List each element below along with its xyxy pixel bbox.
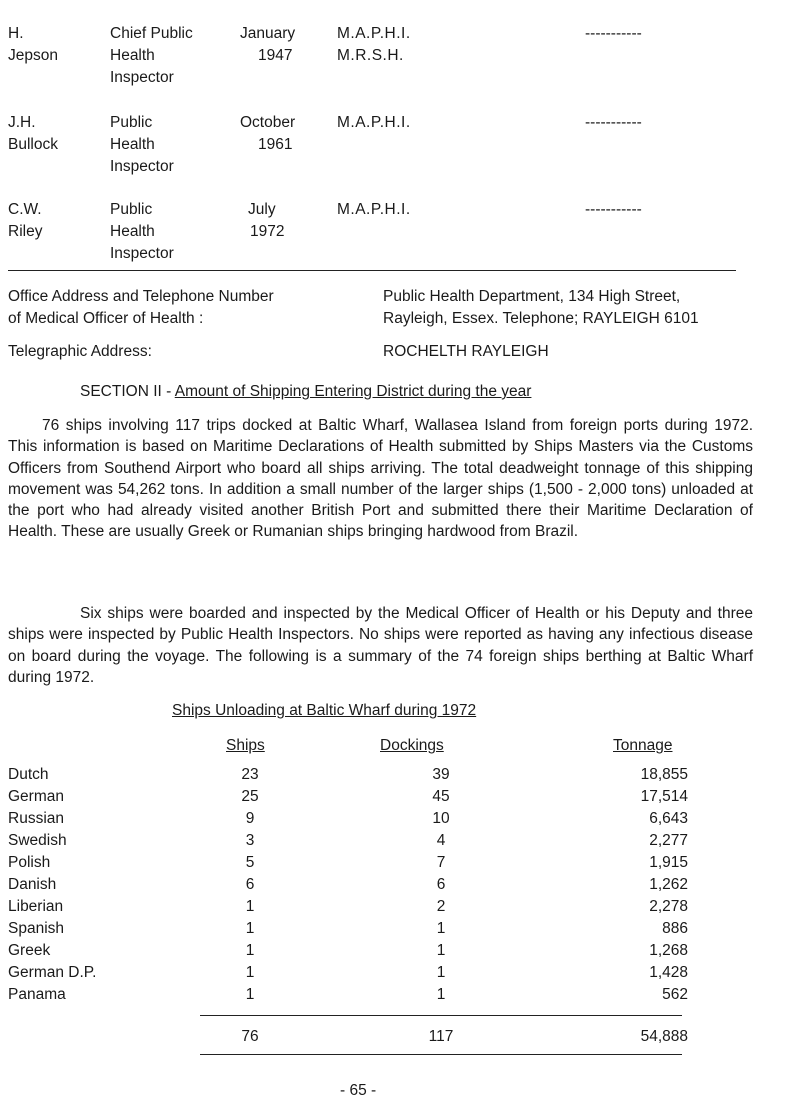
staff-date: January 1947 (240, 25, 296, 64)
staff-dash: ----------- (585, 201, 642, 218)
table-row (8, 898, 708, 920)
section-heading-prefix: SECTION II - (80, 383, 175, 400)
section-heading-title: Amount of Shipping Entering District during the year (174, 383, 532, 400)
staff-dash: ----------- (585, 114, 642, 131)
tonnage-cell: 886 (662, 920, 688, 937)
staff-title: Public Health Inspector (110, 114, 174, 175)
table-row (8, 788, 708, 810)
totals-rule-top (200, 1015, 682, 1016)
staff-qualifications: M.A.P.H.I. (337, 114, 411, 131)
ships-cell: 3 (245, 832, 255, 849)
dockings-cell: 2 (436, 898, 446, 915)
staff-name: J.H. Bullock (8, 114, 58, 153)
table-row (8, 766, 708, 788)
dockings-cell: 1 (436, 986, 446, 1003)
tonnage-cell: 1,428 (649, 964, 688, 981)
ships-cell: 1 (245, 920, 255, 937)
office-address-line-1: Public Health Department, 134 High Street, (383, 288, 681, 305)
tonnage-cell: 17,514 (640, 788, 688, 805)
table-row (8, 854, 708, 876)
office-label-line-2: of Medical Officer of Health : (8, 310, 204, 327)
staff-title: Public Health Inspector (110, 201, 174, 262)
total-ships: 76 (241, 1028, 259, 1045)
ships-cell: 9 (245, 810, 255, 827)
staff-name: C.W. Riley (8, 201, 43, 240)
page-number: - 65 - (340, 1082, 377, 1099)
dockings-cell: 10 (432, 810, 450, 827)
country-cell: Liberian (8, 898, 64, 915)
ships-cell: 25 (241, 788, 259, 805)
dockings-cell: 4 (436, 832, 446, 849)
country-cell: Dutch (8, 766, 49, 783)
column-header-dockings: Dockings (380, 737, 444, 754)
country-cell: Panama (8, 986, 66, 1003)
dockings-cell: 1 (436, 942, 446, 959)
section-heading (80, 383, 531, 401)
totals-row (8, 1028, 708, 1050)
tonnage-cell: 2,278 (649, 898, 688, 915)
totals-rule-bottom (200, 1054, 682, 1055)
country-cell: Russian (8, 810, 64, 827)
country-cell: German D.P. (8, 964, 97, 981)
dockings-cell: 7 (436, 854, 446, 871)
staff-name: H. Jepson (8, 25, 58, 64)
body-paragraph: Six ships were boarded and inspected by the Medical Officer of Health or his Deputy and three ships were inspected by Public Health Inspectors. No ships were reported as having any infectious disease on board during the voyage. The following is a summary of the 74 foreign ships berthing at Baltic Wharf during 1972. (8, 605, 753, 686)
body-paragraph: 76 ships involving 117 trips docked at Baltic Wharf, Wallasea Island from foreign ports during 1972. This information is based on Maritime Declarations of Health submitted by Ships Masters via the Customs Officers from Southend Airport who board all ships arriving. The total deadweight tonnage of this shipping movement was 54,262 tons. In addition a small number of the larger ships (1,500 - 2,000 tons) unloaded at the port who had already visited another British Port and submitted there their Maritime Declaration of Health. These are usually Greek or Rumanian ships bringing hardwood from Brazil. (8, 417, 753, 541)
dockings-cell: 45 (432, 788, 450, 805)
country-cell: Polish (8, 854, 51, 871)
tonnage-cell: 2,277 (649, 832, 688, 849)
dockings-cell: 1 (436, 920, 446, 937)
ships-cell: 1 (245, 942, 255, 959)
column-header-ships: Ships (226, 737, 265, 754)
country-cell: Swedish (8, 832, 67, 849)
table-row (8, 920, 708, 942)
staff-title: Chief Public Health Inspector (110, 25, 193, 86)
tonnage-cell: 562 (662, 986, 688, 1003)
country-cell: Spanish (8, 920, 65, 937)
ships-cell: 23 (241, 766, 259, 783)
staff-qualifications: M.A.P.H.I. (337, 201, 411, 218)
column-header-tonnage: Tonnage (613, 737, 673, 754)
table-row (8, 832, 708, 854)
staff-row (0, 112, 800, 182)
dockings-cell: 1 (436, 964, 446, 981)
ships-cell: 5 (245, 854, 255, 871)
staff-row (0, 199, 800, 269)
table-row (8, 986, 708, 1008)
country-cell: German (8, 788, 64, 805)
table-row (8, 810, 708, 832)
table-row (8, 942, 708, 964)
staff-date: October 1961 (240, 114, 296, 153)
staff-date: July 1972 (248, 201, 285, 240)
total-tonnage: 54,888 (640, 1028, 688, 1045)
ships-cell: 1 (245, 898, 255, 915)
dockings-cell: 39 (432, 766, 450, 783)
tonnage-cell: 6,643 (649, 810, 688, 827)
tonnage-cell: 1,268 (649, 942, 688, 959)
ships-cell: 1 (245, 964, 255, 981)
telegraphic-label: Telegraphic Address: (8, 343, 152, 360)
table-row (8, 876, 708, 898)
tonnage-cell: 18,855 (640, 766, 688, 783)
ships-cell: 6 (245, 876, 255, 893)
divider-rule (8, 270, 736, 271)
staff-row (0, 23, 800, 93)
table-title: Ships Unloading at Baltic Wharf during 1972 (172, 702, 477, 719)
ships-cell: 1 (245, 986, 255, 1003)
office-address-line-2: Rayleigh, Essex. Telephone; RAYLEIGH 6101 (383, 310, 699, 327)
dockings-cell: 6 (436, 876, 446, 893)
country-cell: Danish (8, 876, 57, 893)
country-cell: Greek (8, 942, 51, 959)
table-row (8, 964, 708, 986)
staff-dash: ----------- (585, 25, 642, 42)
staff-qualifications: M.A.P.H.I. M.R.S.H. (337, 25, 411, 64)
total-dockings: 117 (428, 1028, 454, 1045)
tonnage-cell: 1,915 (649, 854, 688, 871)
tonnage-cell: 1,262 (649, 876, 688, 893)
telegraphic-address: ROCHELTH RAYLEIGH (383, 343, 549, 360)
office-label-line-1: Office Address and Telephone Number (8, 288, 274, 305)
